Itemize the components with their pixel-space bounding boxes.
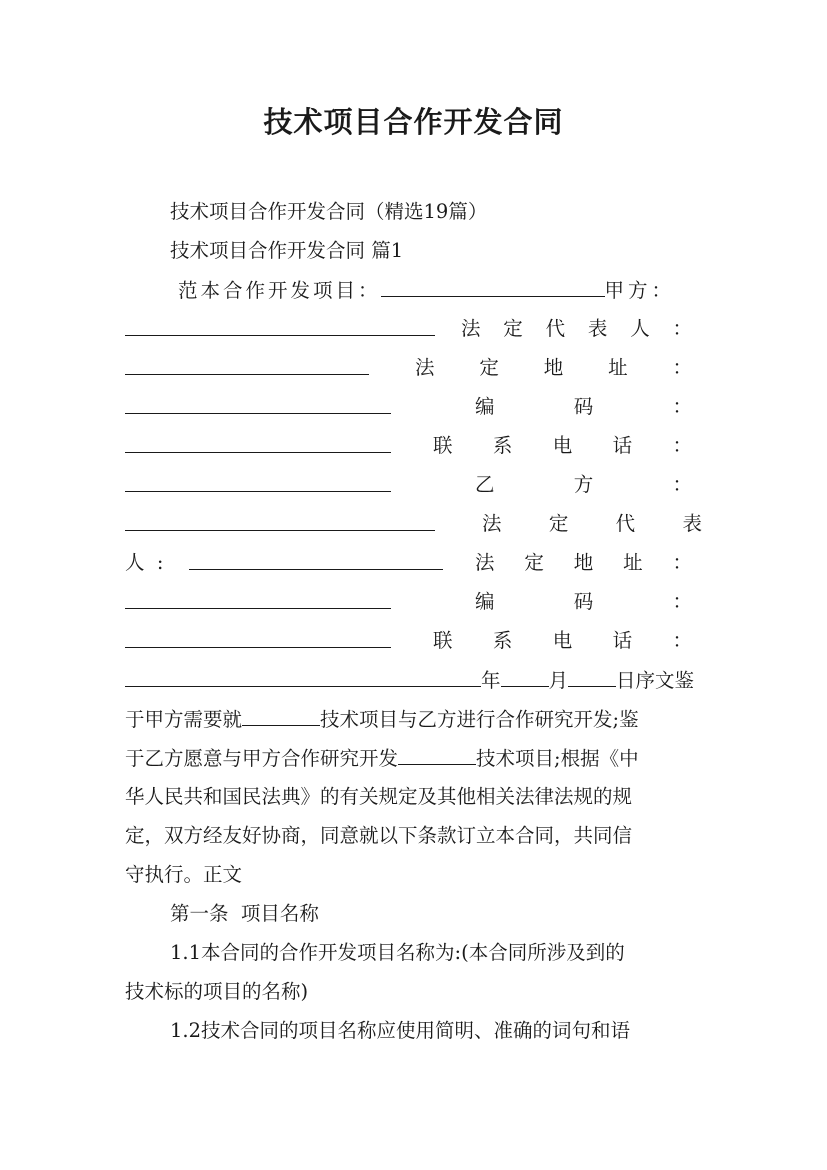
blank-month: [501, 660, 549, 687]
blank-legal-rep-a: [125, 348, 369, 375]
phone-b-label: [433, 621, 692, 660]
char: 表: [587, 317, 608, 340]
phone-a-label: [433, 426, 692, 465]
char: 法: [482, 512, 502, 535]
char: 码: [573, 395, 594, 418]
char: ：: [672, 434, 692, 457]
address-b-line: [125, 543, 702, 582]
char: ：: [672, 317, 692, 340]
clause-1-1-line-2: 技术标的项目的名称): [125, 980, 309, 1003]
phone-a-line: [125, 426, 702, 465]
char: 话: [612, 434, 633, 457]
legal-rep-b-line: [125, 504, 702, 543]
blank-address-a: [125, 387, 391, 414]
day-text: 日序文鉴: [616, 669, 695, 692]
blank-party-a: [125, 309, 435, 336]
article-1-heading: 第一条 项目名称: [170, 902, 319, 925]
project-label: 范本合作开发项目：: [178, 279, 381, 302]
party-a-label: 甲方：: [604, 279, 676, 302]
char: 定: [479, 356, 499, 379]
char: ：: [672, 590, 692, 613]
char: 法: [415, 356, 435, 379]
clause-1-2-line-1: 1.2技术合同的项目名称应使用简明、准确的词句和语: [170, 1019, 631, 1042]
legal-rep-a-line: [125, 309, 702, 348]
legal-rep-a-label: [461, 309, 692, 348]
char: 系: [492, 434, 513, 457]
paragraph-line-3: 华人民共和国民法典》的有关规定及其他相关法律法规的规: [125, 785, 633, 808]
char: 联: [433, 629, 453, 652]
address-b-label: [475, 543, 692, 582]
blank-address-b: [125, 582, 391, 609]
char: 码: [573, 590, 594, 613]
char: 乙: [475, 473, 495, 496]
paragraph-line-4: 定，双方经友好协商，同意就以下条款订立本合同，共同信: [125, 824, 633, 847]
char: 代: [615, 512, 636, 535]
address-a-line: [125, 348, 702, 387]
address-a-label: [415, 348, 692, 387]
phone-b-line: [125, 621, 702, 660]
char: 法: [475, 551, 495, 574]
char: 定: [503, 317, 523, 340]
project-line: [178, 270, 702, 309]
party-b-line: [125, 465, 702, 504]
blank-project-a: [242, 699, 320, 726]
blank-legal-rep-b: [189, 543, 443, 570]
blank-postcode-b: [125, 621, 391, 648]
blank-phone-b: [125, 660, 481, 687]
party-b-label: [475, 465, 692, 504]
part-heading: 技术项目合作开发合同 篇1: [170, 239, 404, 262]
char: 电: [552, 434, 573, 457]
postcode-b-label: [475, 582, 692, 621]
text: 于甲方需要就: [125, 708, 243, 731]
legal-rep-b-label: [482, 504, 702, 543]
document-subtitle: 技术项目合作开发合同（精选19篇）: [170, 200, 488, 223]
blank-party-b: [125, 504, 435, 531]
text: 技术项目与乙方进行合作研究开发;鉴: [320, 708, 639, 731]
char: 电: [552, 629, 573, 652]
postcode-b-line: [125, 582, 702, 621]
text: 于乙方愿意与甲方合作研究开发: [125, 747, 399, 770]
char: 法: [461, 317, 481, 340]
char: 表: [682, 512, 702, 535]
char: 编: [475, 590, 495, 613]
char: 定: [524, 551, 544, 574]
paragraph-line-1: [125, 699, 702, 738]
legal-rep-b-end: 人 :: [125, 551, 164, 574]
paragraph-line-5: 守执行。正文: [125, 863, 243, 886]
year-label: 年: [481, 669, 501, 692]
char: ：: [672, 473, 692, 496]
blank-project-b: [398, 738, 476, 765]
char: 方: [573, 473, 594, 496]
char: ：: [672, 629, 692, 652]
month-label: 月: [548, 669, 569, 692]
date-line: [125, 660, 702, 699]
char: 址: [623, 551, 643, 574]
postcode-a-line: [125, 387, 702, 426]
char: 地: [543, 356, 564, 379]
char: 话: [612, 629, 633, 652]
postcode-a-label: [475, 387, 692, 426]
paragraph-line-2: [125, 738, 702, 777]
char: 代: [545, 317, 566, 340]
char: 人: [630, 317, 650, 340]
char: 址: [608, 356, 628, 379]
clause-1-1-line-1: 1.1本合同的合作开发项目名称为:(本合同所涉及到的: [170, 941, 625, 964]
document-title: 技术项目合作开发合同: [263, 105, 564, 139]
char: 定: [548, 512, 569, 535]
char: 编: [475, 395, 495, 418]
char: 系: [492, 629, 513, 652]
blank-postcode-a: [125, 426, 391, 453]
blank-day: [568, 660, 616, 687]
char: ：: [672, 395, 692, 418]
blank-phone-a: [125, 465, 391, 492]
char: 联: [433, 434, 453, 457]
char: 地: [573, 551, 594, 574]
blank-project: [381, 270, 605, 297]
char: ：: [672, 356, 692, 379]
char: ：: [672, 551, 692, 574]
text: 技术项目;根据《中: [476, 747, 639, 770]
